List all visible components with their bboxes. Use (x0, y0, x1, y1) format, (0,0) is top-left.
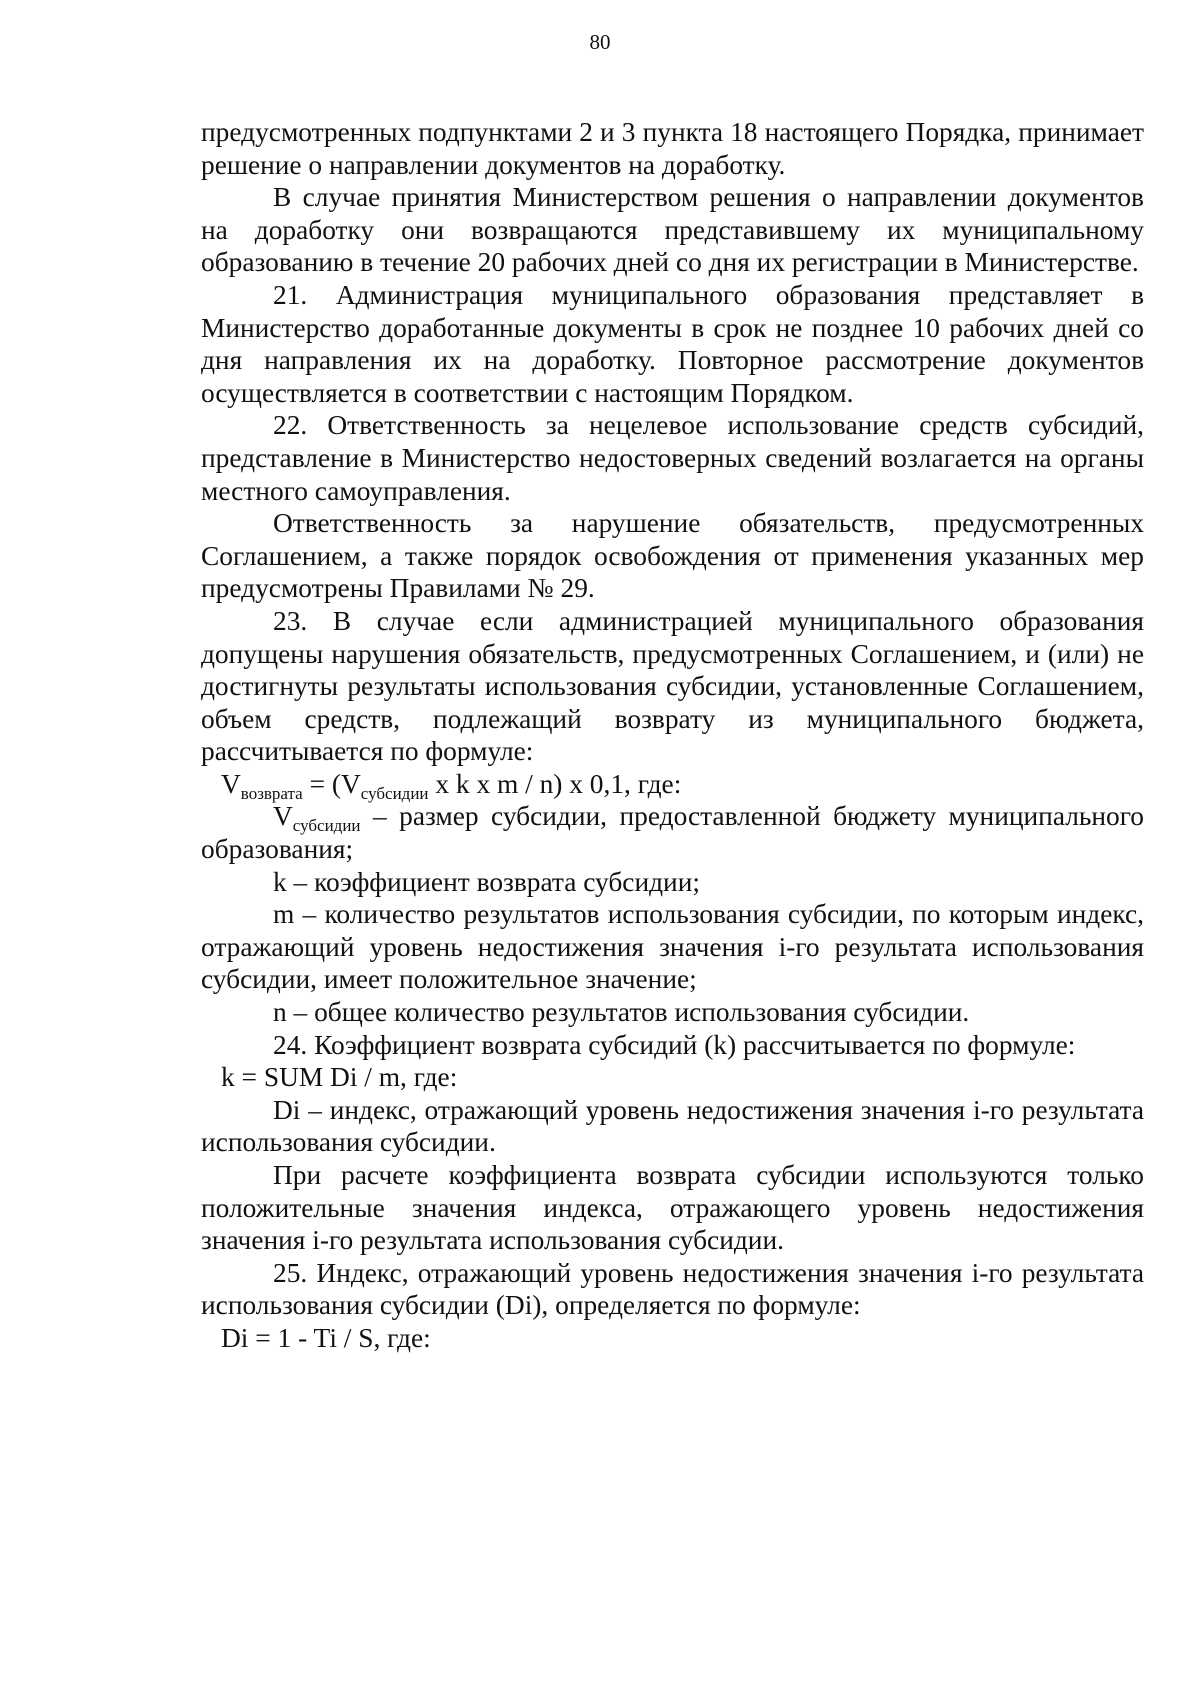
page-number: 80 (589, 30, 611, 54)
paragraph-item-23: 23. В случае если администрацией муниципального образования допущены нарушения обязательств, предусмотренных Соглашением, и (или) не достигнуты результаты использования субсидии, установленные Соглашением, объем средств, подлежащий возврату из муниципального бюджета, рассчитывается по формуле: (201, 605, 1144, 767)
definition-m: m – количество результатов использования субсидии, по которым индекс, отражающий уровень недостижения значения i-го результата использования субсидии, имеет положительное значение; (201, 899, 1144, 995)
paragraph-item-21: 21. Администрация муниципального образования представляет в Министерство доработанные документы в срок не позднее 10 рабочих дней со дня направления их на доработку. Повторное рассмотрение документов осуществляется в соответствии с настоящим Порядком. (201, 279, 1144, 408)
definition-di: Di – индекс, отражающий уровень недостижения значения i-го результата использования субсидии. (201, 1094, 1144, 1158)
paragraph-item-24: 24. Коэффициент возврата субсидий (k) рассчитывается по формуле: (273, 1029, 1076, 1060)
formula-coefficient: k = SUM Di / m, где: (221, 1062, 458, 1093)
definition-v-subscript: субсидии (292, 816, 361, 836)
definition-v-subsidy (201, 800, 1144, 865)
document-body (201, 116, 1144, 1355)
formula-v-mid: = (V (302, 768, 361, 799)
paragraph: предусмотренных подпунктами 2 и 3 пункта 18 настоящего Порядка, принимает решение о направлении документов на доработку. (201, 117, 1144, 180)
formula-v-symbol: V (221, 768, 241, 799)
formula-subscript-return: возврата (240, 783, 303, 803)
paragraph: При расчете коэффициента возврата субсидии используются только положительные значения индекса, отражающего уровень недостижения значения i-го результата использования субсидии. (201, 1160, 1144, 1256)
formula-subscript-subsidy: субсидии (360, 783, 429, 803)
formula-index: Di = 1 - Ti / S, где: (221, 1322, 431, 1353)
formula-return-volume (201, 768, 1144, 801)
definition-k: k – коэффициент возврата субсидии; (273, 866, 700, 897)
definition-v-text: – размер субсидии, предоставленной бюджету муниципального образования; (201, 801, 1144, 865)
paragraph: Ответственность за нарушение обязательств, предусмотренных Соглашением, а также порядок освобождения от применения указанных мер предусмотрены Правилами № 29. (201, 508, 1144, 604)
paragraph-item-22: 22. Ответственность за нецелевое использование средств субсидий, представление в Министерство недостоверных сведений возлагается на органы местного самоуправления. (201, 410, 1144, 506)
paragraph-item-25: 25. Индекс, отражающий уровень недостижения значения i-го результата использования субсидии (Di), определяется по формуле: (201, 1257, 1144, 1321)
formula-v-tail: x k x m / n) x 0,1, где: (428, 768, 682, 799)
paragraph: В случае принятия Министерством решения о направлении документов на доработку они возвращаются представившему их муниципальному образованию в течение 20 рабочих дней со дня их регистрации в Министерстве. (201, 182, 1144, 278)
definition-v-symbol: V (273, 801, 293, 832)
definition-n: n – общее количество результатов использования субсидии. (273, 997, 970, 1028)
